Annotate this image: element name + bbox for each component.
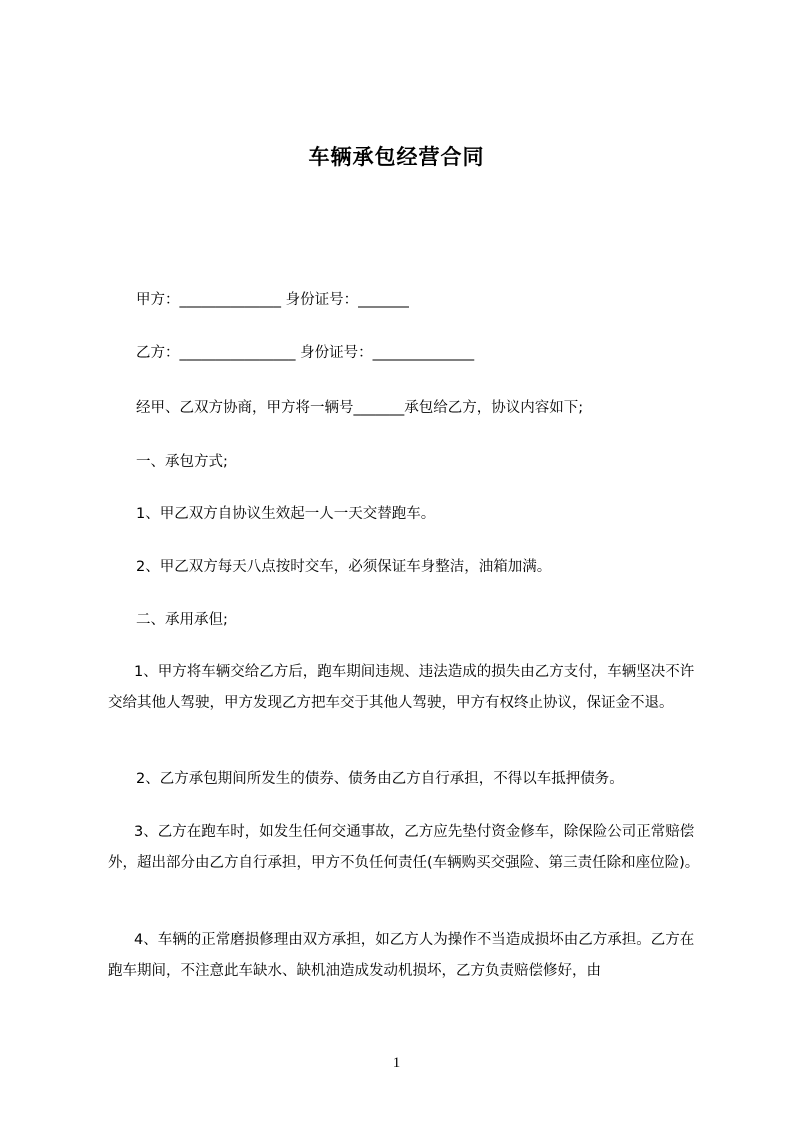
section-2-item-4: 4、车辆的正常磨损修理由双方承担，如乙方人为操作不当造成损坏由乙方承担。乙方在跑车期间，不注意此车缺水、缺机油造成发动机损坏，乙方负责赔偿修好，由 bbox=[108, 932, 695, 979]
party-a-line: 甲方：______________ 身份证号：_______ bbox=[136, 292, 409, 308]
document-title: 车辆承包经营合同 bbox=[308, 145, 485, 169]
page-number: 1 bbox=[392, 1055, 401, 1071]
section-1-heading: 一、承包方式; bbox=[136, 454, 228, 470]
party-b-line: 乙方：________________ 身份证号：______________ bbox=[136, 345, 475, 361]
section-2-item-1: 1、甲方将车辆交给乙方后，跑车期间违规、违法造成的损失由乙方支付，车辆坚决不许交给其他人驾驶，甲方发现乙方把车交于其他人驾驶，甲方有权终止协议，保证金不退。 bbox=[108, 664, 695, 711]
section-2-item-3: 3、乙方在跑车时，如发生任何交通事故，乙方应先垫付资金修车，除保险公司正常赔偿外，超出部分由乙方自行承担，甲方不负任何责任(车辆购买交强险、第三责任除和座位险)。 bbox=[108, 824, 700, 871]
section-1-item-2: 2、甲乙双方每天八点按时交车，必须保证车身整洁，油箱加满。 bbox=[136, 559, 552, 575]
section-2-heading: 二、承用承但; bbox=[136, 612, 228, 628]
section-1-item-1: 1、甲乙双方自协议生效起一人一天交替跑车。 bbox=[136, 506, 436, 522]
intro-paragraph: 经甲、乙双方协商，甲方将一辆号_______承包给乙方，协议内容如下; bbox=[136, 400, 584, 416]
section-2-item-2: 2、乙方承包期间所发生的债券、债务由乙方自行承担，不得以车抵押债务。 bbox=[136, 771, 624, 787]
